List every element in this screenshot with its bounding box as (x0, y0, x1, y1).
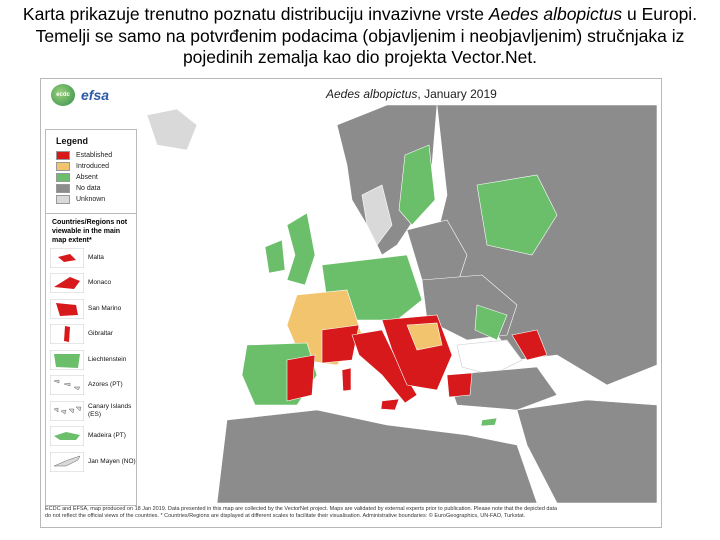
inset-label: Madeira (PT) (88, 432, 126, 440)
caption-line-1 (0, 4, 720, 26)
caption-line-2: Temelji se samo na potvrđenim podacima (objavljenim i neobjavljenim) stručnjaka iz (35, 25, 685, 46)
inset-monaco (46, 271, 136, 297)
legend-item-unknown (46, 194, 136, 205)
jan-mayen-shape (50, 452, 84, 472)
efsa-logo (81, 87, 109, 103)
inset-canary-islands (46, 398, 136, 424)
inset-label: Azores (PT) (88, 381, 123, 389)
footer-line-1: ECDC and EFSA, map produced on 18 Jan 2019. Data presented in this map are collected by the VectorNet project. Maps are validated by external experts prior to publication. Please note that the depicted data (45, 506, 558, 512)
insets-title: Countries/Regions not viewable in the main map extent* (52, 219, 128, 244)
map-legend (45, 129, 137, 506)
inset-label: Liechtenstein (88, 355, 127, 363)
inset-jan-mayen (46, 449, 136, 475)
swatch-absent (56, 173, 70, 182)
ecdc-logo-text: ecdc (56, 92, 70, 98)
legend-item-absent (46, 172, 136, 183)
inset-madeira (46, 424, 136, 450)
legend-item-established (46, 150, 136, 161)
inset-label: Canary Islands (ES) (88, 402, 132, 418)
legend-label: Absent (76, 174, 98, 181)
legend-label: Introduced (76, 163, 110, 170)
footer-line-2: do not reflect the official views of the countries. * Countries/Regions are displayed at different scales to facilitate their visualisation. Administrative boundaries: © EuroGeographics, UN-FAO, Turkstat. (45, 513, 526, 519)
san-marino-shape (50, 299, 84, 319)
legend-divider (46, 213, 136, 214)
madeira-shape (50, 426, 84, 446)
canary-islands-shape (50, 401, 84, 421)
inset-label: Malta (88, 253, 104, 261)
corsica-sardinia (342, 368, 351, 391)
inset-liechtenstein (46, 347, 136, 373)
map-footer (45, 506, 657, 520)
europe-map (137, 105, 657, 503)
azores-shape (50, 375, 84, 395)
efsa-logo-text: efsa (81, 87, 110, 103)
map-title-species: Aedes albopictus (326, 87, 418, 101)
swatch-no-data (56, 184, 70, 193)
caption-line-1-end: u Europi. (622, 4, 698, 24)
caption-line-1-text: Karta prikazuje trenutno poznatu distribuciju invazivne vrste (22, 4, 489, 24)
spain-established-patch (287, 355, 315, 401)
inset-label: Monaco (88, 279, 112, 287)
map-caption (0, 4, 720, 69)
monaco-shape (50, 273, 84, 293)
inset-label: San Marino (88, 304, 122, 312)
gibraltar-shape (50, 324, 84, 344)
legend-item-no-data (46, 183, 136, 194)
swatch-established (56, 151, 70, 160)
malta-shape (50, 248, 84, 268)
map-title (326, 87, 497, 101)
swatch-introduced (56, 162, 70, 171)
caption-species: Aedes albopictus (488, 4, 623, 24)
legend-item-introduced (46, 161, 136, 172)
liechtenstein-shape (50, 350, 84, 370)
inset-label: Gibraltar (88, 330, 113, 338)
legend-label: Unknown (76, 196, 106, 203)
legend-label: No data (76, 185, 101, 192)
inset-label: Jan Mayen (NO) (88, 457, 136, 465)
swatch-unknown (56, 195, 70, 204)
logos (51, 84, 109, 106)
caption-line-3: pojedinih zemalja kao dio projekta Vector.Net. (182, 47, 538, 67)
turkey-established-patch (447, 373, 472, 397)
inset-gibraltar (46, 322, 136, 348)
inset-san-marino (46, 296, 136, 322)
map-title-date: , January 2019 (417, 87, 497, 101)
legend-title: Legend (56, 136, 89, 146)
ecdc-logo (51, 84, 75, 106)
inset-malta (46, 245, 136, 271)
inset-azores (46, 373, 136, 399)
legend-label: Established (76, 152, 113, 159)
distribution-map (40, 78, 662, 528)
